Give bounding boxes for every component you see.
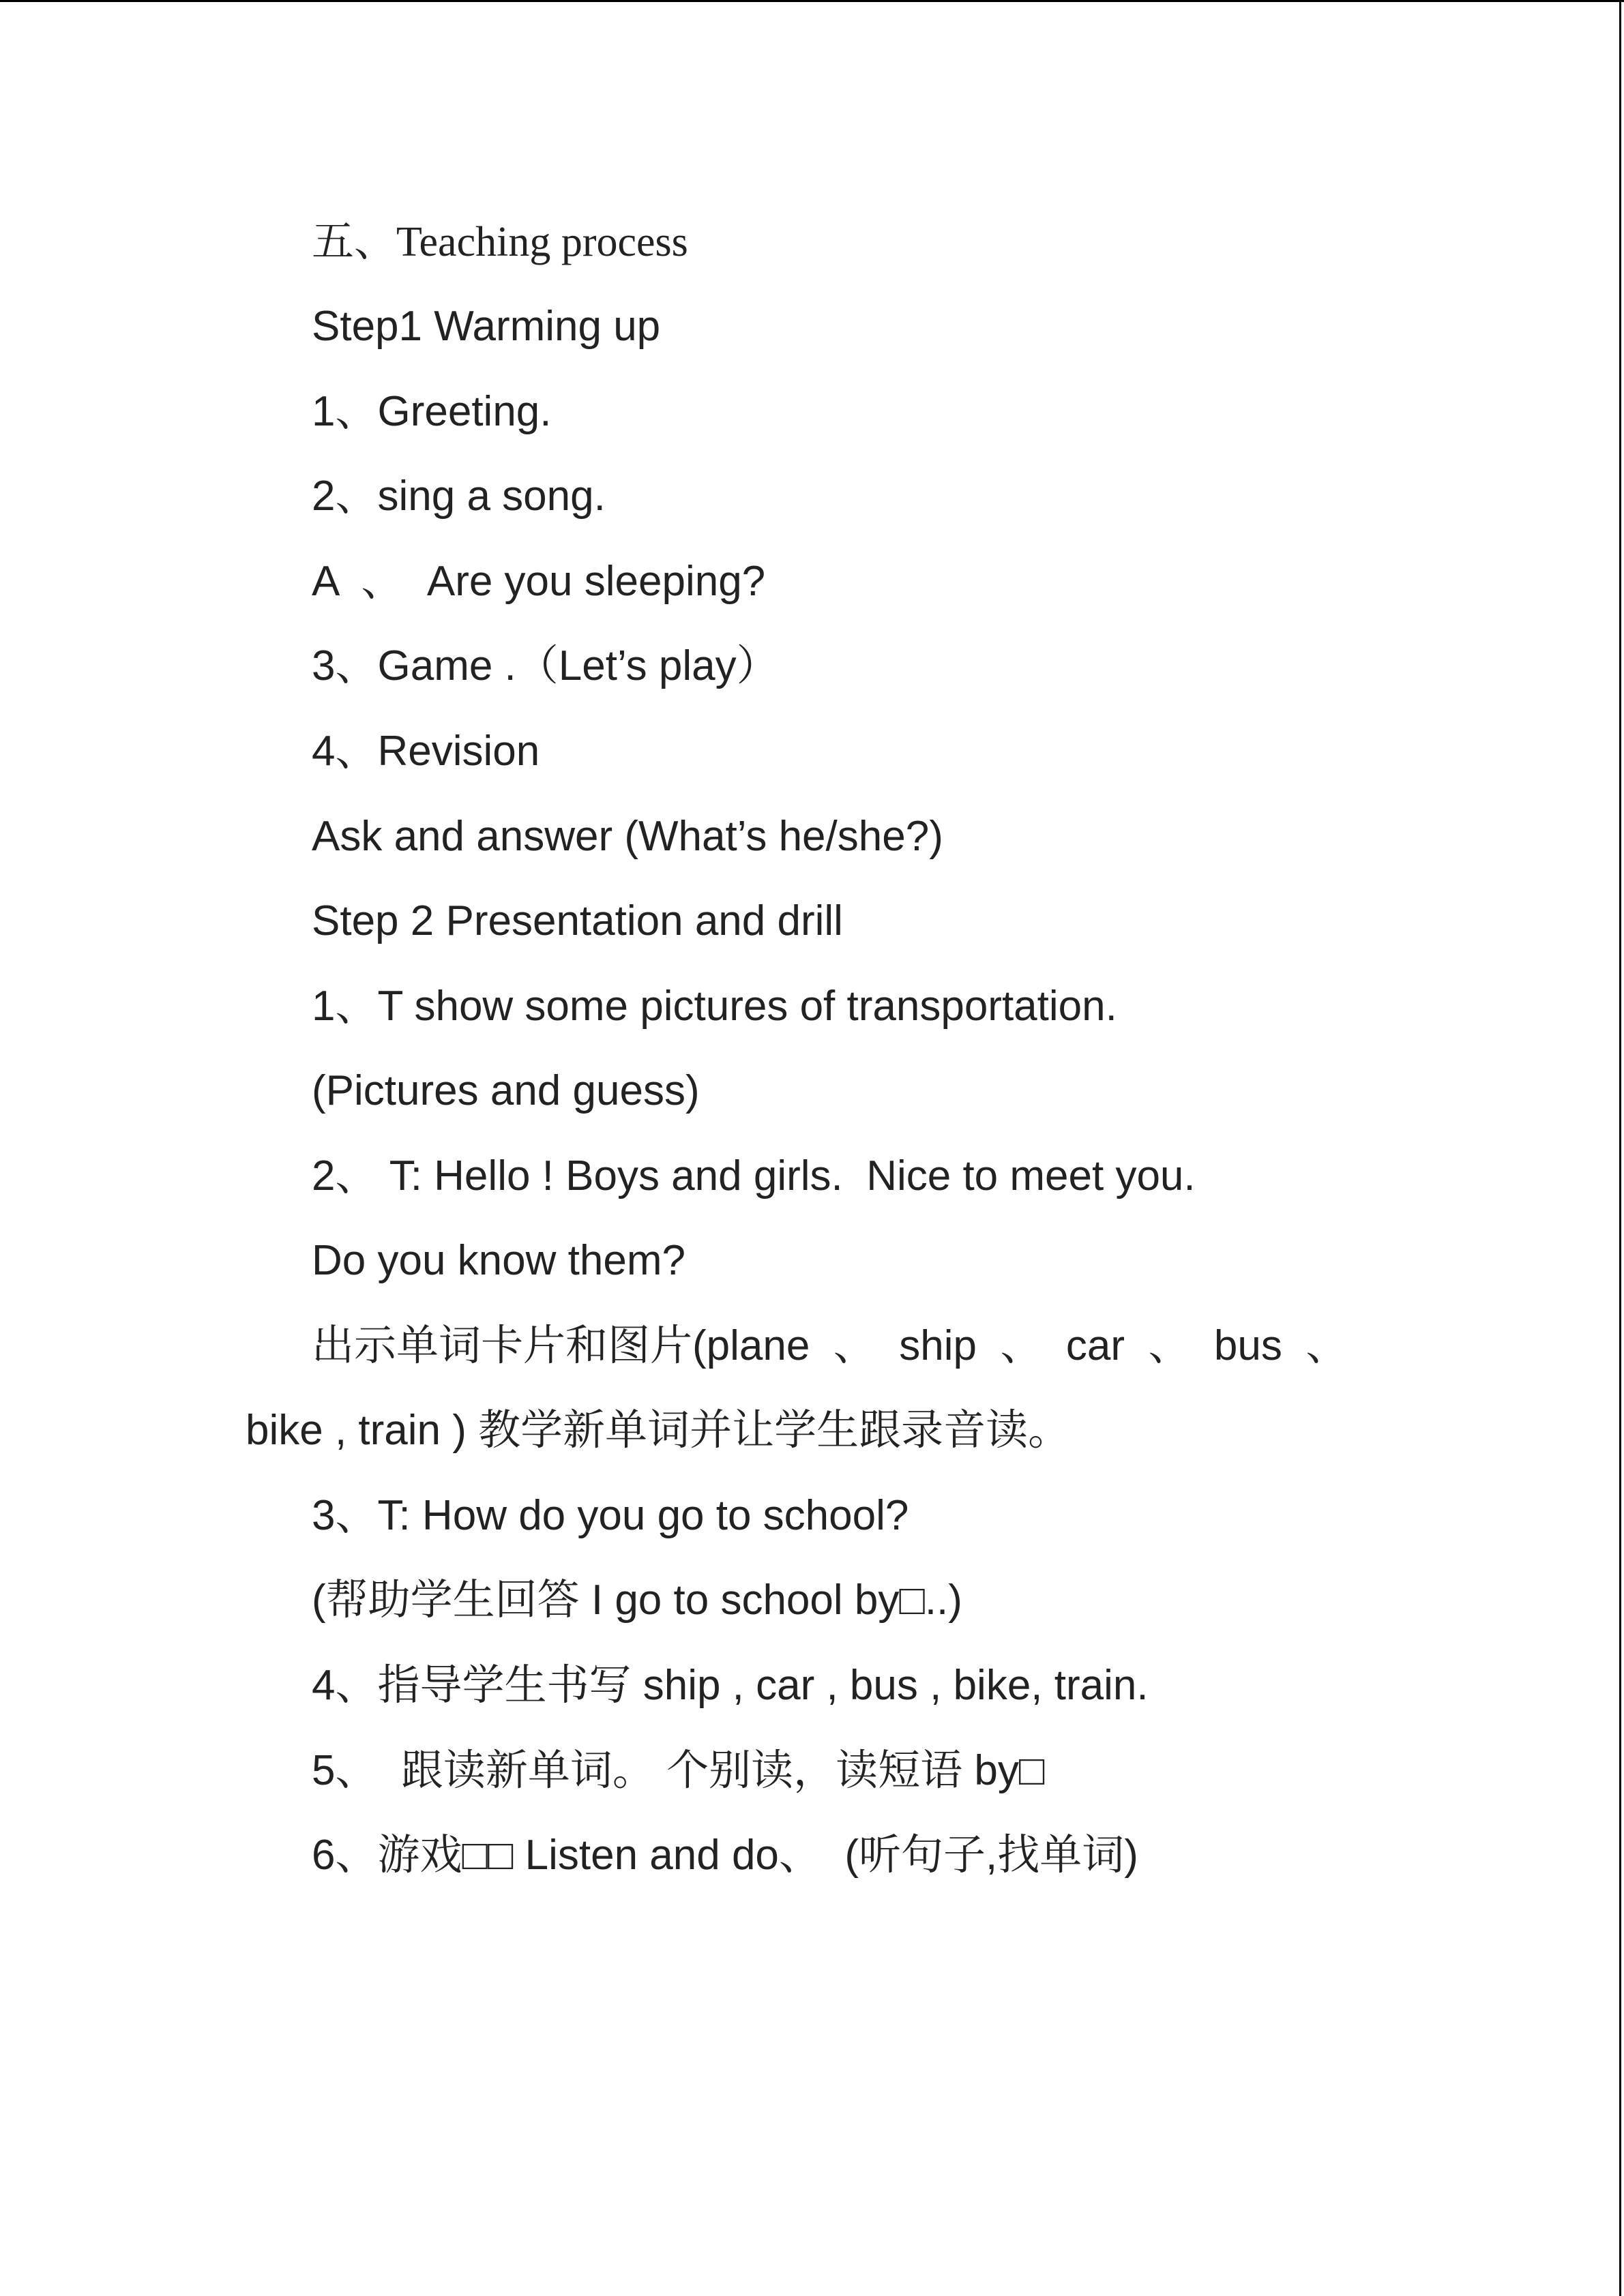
text-line: 4、Revision <box>312 728 540 775</box>
text-line: 2、 T: Hello ! Boys and girls. Nice to meet you. <box>312 1152 1196 1199</box>
text-line: 2、sing a song. <box>312 473 606 520</box>
text-line: 1、Greeting. <box>312 388 552 435</box>
text-line: 出示单词卡片和图片(plane 、 ship 、 car 、 bus 、 <box>312 1322 1348 1369</box>
text-line: bike , train ) 教学新单词并让学生跟录音读。 <box>246 1407 1071 1454</box>
text-line: 6、游戏□□ Listen and do、 (听句子,找单词) <box>312 1832 1138 1879</box>
step-heading: Step1 Warming up <box>312 303 661 350</box>
step-heading: Step 2 Presentation and drill <box>312 897 843 944</box>
text-line: (帮助学生回答 I go to school by□..) <box>312 1577 962 1624</box>
section-heading: 五、Teaching process <box>312 219 688 265</box>
text-line: (Pictures and guess) <box>312 1067 700 1114</box>
text-line: 3、Game .（Let’s play） <box>312 642 779 689</box>
text-line: 3、T: How do you go to school? <box>312 1492 909 1539</box>
text-line: Ask and answer (What’s he/she?) <box>312 813 943 860</box>
text-line: 1、T show some pictures of transportation. <box>312 983 1117 1030</box>
text-line: 4、指导学生书写 ship , car , bus , bike, train. <box>312 1662 1149 1709</box>
text-line: Do you know them? <box>312 1237 685 1284</box>
text-line: 5、 跟读新单词。 个别读，读短语 by□ <box>312 1747 1045 1794</box>
text-line: A 、 Are you sleeping? <box>312 558 766 605</box>
